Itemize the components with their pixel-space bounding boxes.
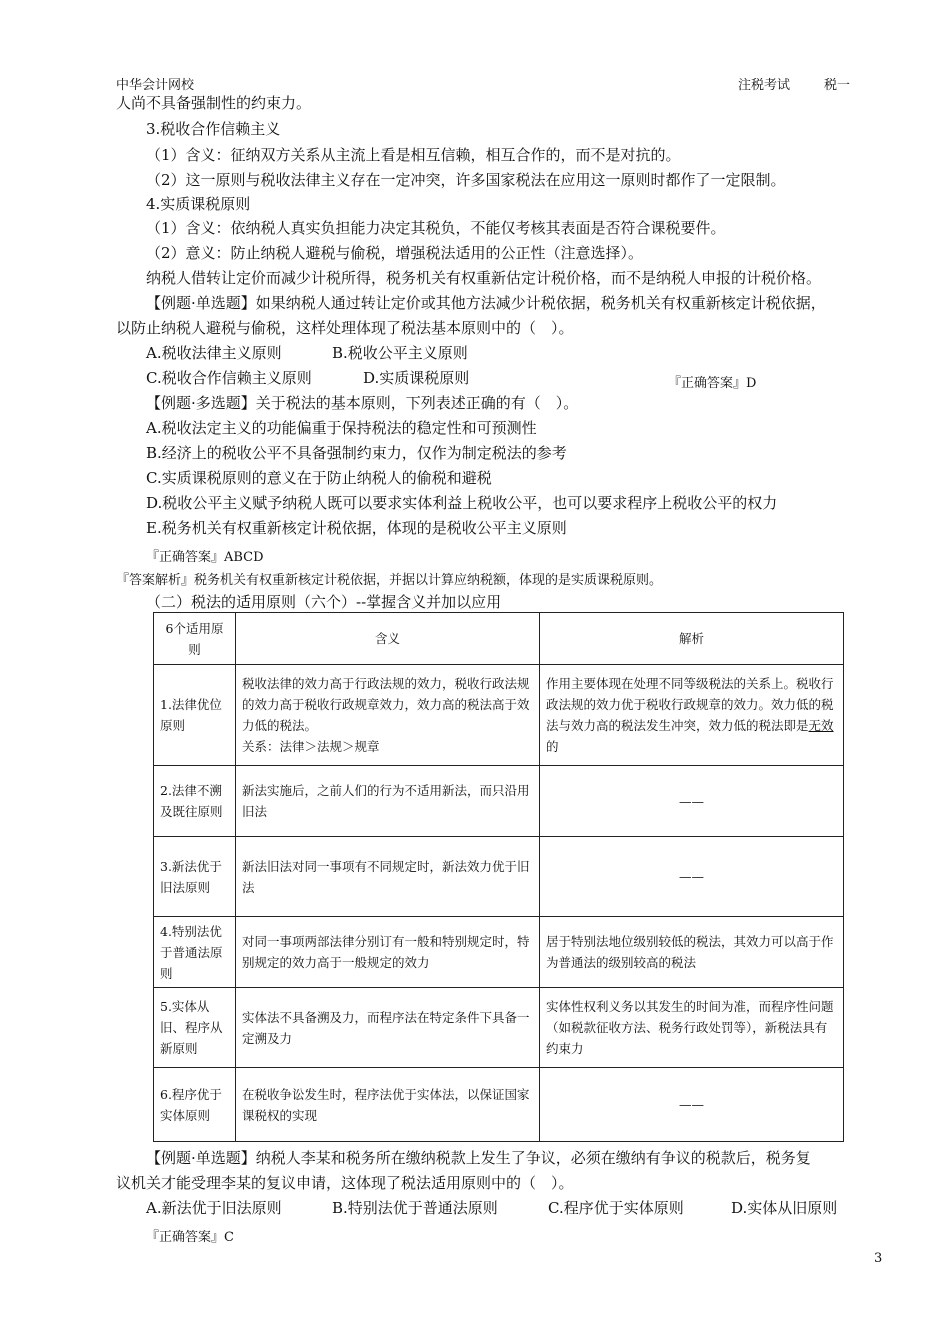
heading-substance: 4.实质课税原则 [146, 195, 251, 213]
option-b: B.税收公平主义原则 [332, 344, 468, 362]
question-2: 【例题·多选题】关于税法的基本原则，下列表述正确的有（ ）。 [146, 394, 579, 412]
principle-meaning: 税收法律的效力高于行政法规的效力，税收行政法规的效力高于税收行政规章效力，效力高的税法高于效力低的税法。 关系：法律＞法规＞规章 [236, 665, 540, 766]
answer-3: 『正确答案』C [146, 1230, 234, 1245]
table-header-row [154, 613, 844, 665]
option-c: C.税收合作信赖主义原则 [146, 369, 312, 387]
principle-meaning: 在税收争讼发生时，程序法优于实体法，以保证国家课税权的实现 [236, 1068, 540, 1142]
table-row [154, 917, 844, 988]
option-a: A.税收法定主义的功能偏重于保持税法的稳定性和可预测性 [146, 419, 537, 437]
column-header: 解析 [540, 613, 844, 665]
heading-cooperation: 3.税收合作信赖主义 [146, 120, 281, 138]
column-header: 含义 [236, 613, 540, 665]
answer-2-explanation: 『答案解析』税务机关有权重新核定计税依据，并据以计算应纳税额，体现的是实质课税原则。 [116, 573, 663, 588]
text-line: （1）含义：征纳双方关系从主流上看是相互信赖，相互合作的，而不是对抗的。 [146, 146, 681, 164]
table-row [154, 988, 844, 1068]
principle-analysis: 作用主要体现在处理不同等级税法的关系上。税收行政法规的效力优于税收行政规章的效力。效力低的税法与效力高的税法发生冲突，效力低的税法即是无效的 [540, 665, 844, 766]
principle-name: 6.程序优于实体原则 [154, 1068, 236, 1142]
answer-2: 『正确答案』ABCD [146, 550, 264, 565]
principle-meaning: 实体法不具备溯及力，而程序法在特定条件下具备一定溯及力 [236, 988, 540, 1068]
option-b: B.经济上的税收公平不具备强制约束力，仅作为制定税法的参考 [146, 444, 567, 462]
principle-meaning: 对同一事项两部法律分别订有一般和特别规定时，特别规定的效力高于一般规定的效力 [236, 917, 540, 988]
answer-1: 『正确答案』D [668, 376, 757, 391]
option-e: E.税务机关有权重新核定计税依据，体现的是税收公平主义原则 [146, 519, 567, 537]
option-d: D.实质课税原则 [363, 369, 470, 387]
principle-analysis: 实体性权利义务以其发生的时间为准，而程序性问题（如税款征收方法、税务行政处罚等），新税法具有约束力 [540, 988, 844, 1068]
text-line: 人尚不具备强制性的约束力。 [116, 94, 312, 112]
option-b: B.特别法优于普通法原则 [332, 1199, 498, 1217]
principle-analysis: —— [540, 837, 844, 917]
question-3-cont: 议机关才能受理李某的复议申请，这体现了税法适用原则中的（ ）。 [116, 1174, 574, 1192]
principle-name: 3.新法优于旧法原则 [154, 837, 236, 917]
column-header: 6个适用原则 [154, 613, 236, 665]
text-line: （2）意义：防止纳税人避税与偷税，增强税法适用的公正性（注意选择）。 [146, 244, 644, 262]
section-title: （二）税法的适用原则（六个）--掌握含义并加以应用 [146, 593, 502, 611]
principle-name: 5.实体从旧、程序从新原则 [154, 988, 236, 1068]
page-number: 3 [874, 1251, 883, 1266]
table-row [154, 837, 844, 917]
principle-analysis: —— [540, 766, 844, 837]
principles-table [153, 612, 844, 1142]
option-a: A.税收法律主义原则 [146, 344, 282, 362]
question-1-cont: 以防止纳税人避税与偷税，这样处理体现了税法基本原则中的（ ）。 [116, 319, 574, 337]
table-row [154, 1068, 844, 1142]
question-1: 【例题·单选题】如果纳税人通过转让定价或其他方法减少计税依据，税务机关有权重新核定计税依据， [146, 294, 826, 312]
header-exam: 注税考试 [738, 78, 791, 93]
text-line: （2）这一原则与税收法律主义存在一定冲突，许多国家税法在应用这一原则时都作了一定限制。 [146, 171, 786, 189]
option-d: D.实体从旧原则 [731, 1199, 838, 1217]
hierarchy-note: 关系：法律＞法规＞规章 [242, 739, 380, 754]
option-a: A.新法优于旧法原则 [146, 1199, 282, 1217]
text-line: 纳税人借转让定价而减少计税所得，税务机关有权重新估定计税价格，而不是纳税人申报的计税价格。 [146, 269, 822, 287]
principle-name: 4.特别法优于普通法原则 [154, 917, 236, 988]
option-c: C.程序优于实体原则 [548, 1199, 684, 1217]
principle-analysis: 居于特别法地位级别较低的税法，其效力可以高于作为普通法的级别较高的税法 [540, 917, 844, 988]
option-c: C.实质课税原则的意义在于防止纳税人的偷税和避税 [146, 469, 492, 487]
principle-analysis: —— [540, 1068, 844, 1142]
principle-meaning: 新法实施后，之前人们的行为不适用新法，而只沿用旧法 [236, 766, 540, 837]
question-3: 【例题·单选题】纳税人李某和税务所在缴纳税款上发生了争议，必须在缴纳有争议的税款后，税务复 [146, 1149, 811, 1167]
text-line: （1）含义：依纳税人真实负担能力决定其税负，不能仅考核其表面是否符合课税要件。 [146, 219, 726, 237]
table-row [154, 766, 844, 837]
header-subject: 税一 [824, 78, 851, 93]
option-d: D.税收公平主义赋予纳税人既可以要求实体利益上税收公平，也可以要求程序上税收公平的权力 [146, 494, 778, 512]
principle-meaning: 新法旧法对同一事项有不同规定时，新法效力优于旧法 [236, 837, 540, 917]
principle-name: 2.法律不溯及既往原则 [154, 766, 236, 837]
header-school: 中华会计网校 [116, 78, 195, 93]
principle-name: 1.法律优位原则 [154, 665, 236, 766]
table-row [154, 665, 844, 766]
